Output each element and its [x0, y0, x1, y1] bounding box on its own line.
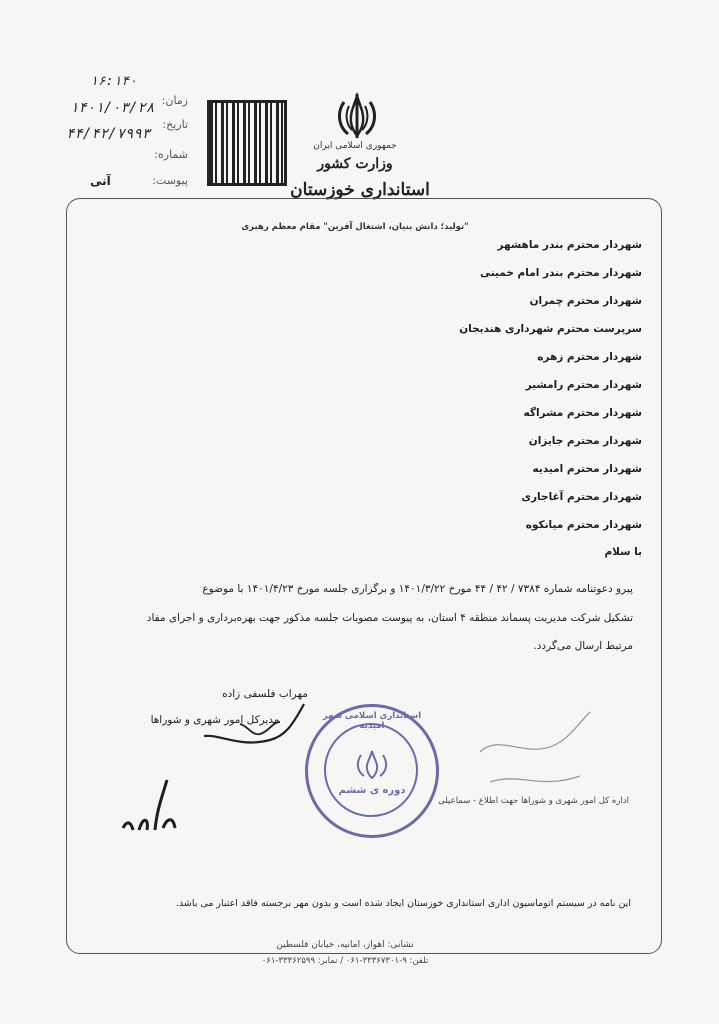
time-label: زمان:: [161, 94, 188, 107]
initials-mark: [115, 770, 185, 840]
signatory-title: مدیرکل امور شهری و شوراها: [150, 714, 280, 726]
recipient-2: شهردار محترم بندر امام خمینی: [480, 267, 642, 279]
recipient-8: شهردار محترم جایزان: [528, 435, 642, 447]
motto: "تولید؛ دانش بنیان، اشتغال آفرین" مقام معظم رهبری: [241, 222, 469, 232]
signature-mark: [200, 696, 310, 766]
date-value: ۱۴۰۱/۰۳/۲۸: [70, 100, 155, 116]
recipient-9: شهردار محترم امیدیه: [532, 463, 642, 475]
body-line-3: مرتبط ارسال می‌گردد.: [533, 640, 633, 652]
recipient-3: شهردار محترم چمران: [529, 295, 642, 307]
footer-note: این نامه در سیستم اتوماسیون اداری استانداری خوزستان ایجاد شده است و بدون مهر برجسته فاقد اعتبار می باشد.: [175, 898, 631, 909]
qr-code: [207, 100, 287, 186]
stamp-center-text: دوره ی ششم: [338, 785, 406, 796]
number-value: ۴۴/۴۲/۷۹۹۳: [66, 126, 151, 142]
recipient-4: سرپرست محترم شهرداری هندیجان: [459, 323, 642, 335]
attachment-value: آنی: [90, 174, 111, 188]
recipient-6: شهردار محترم رامشیر: [525, 379, 642, 391]
stamp-emblem-icon: [354, 749, 390, 779]
time-value: ۱۶:۱۴۰: [90, 74, 137, 89]
recipient-5: شهردار محترم زهره: [537, 351, 642, 363]
recipient-7: شهردار محترم مشراگه: [523, 407, 642, 419]
body-line-2: تشکیل شرکت مدیریت پسماند منطقه ۴ استان، به پیوست مصوبات جلسه مذکور جهت بهره‌برداری و اجرای مفاد: [146, 612, 633, 624]
body-line-1: پیرو دعوتنامه شماره ۷۳۸۴ / ۴۲ / ۴۴ مورخ ۱۴۰۱/۳/۲۲ و برگزاری جلسه مورخ ۱۴۰۱/۴/۲۳ با موضوع: [202, 583, 633, 595]
faint-signature: [470, 692, 600, 802]
ministry-name: وزارت کشور: [317, 156, 393, 172]
emblem-caption: جمهوری اسلامی ایران: [313, 141, 397, 151]
office-name: استانداری خوزستان: [290, 180, 430, 200]
address: نشانی: اهواز، امانیه، خیابان فلسطین: [276, 940, 414, 950]
recipient-11: شهردار محترم میانکوه: [525, 519, 642, 531]
cc-note: اداره کل امور شهری و شوراها جهت اطلاع - سماعیلی: [438, 796, 629, 806]
attachment-label: پیوست:: [152, 174, 188, 187]
number-label: شماره:: [154, 148, 188, 161]
stamp-ring-text: استانداری اسلامی شهر امیدیه: [322, 711, 422, 731]
official-stamp: [305, 704, 439, 838]
greeting: با سلام: [604, 546, 642, 558]
recipient-1: شهردار محترم بندر ماهشهر: [497, 239, 642, 251]
phones: تلفن: ۹-۳۳۳۶۷۳۰۱-۰۶۱ / نمابر: ۳۳۳۶۲۵۹۹-۰۶۱: [261, 956, 429, 966]
signatory-name: مهراب فلسفی زاده: [222, 688, 308, 700]
iran-emblem-icon: [332, 92, 382, 140]
date-label: تاریخ:: [162, 118, 188, 131]
recipient-10: شهردار محترم آغاجاری: [521, 491, 642, 503]
letter-frame: [66, 198, 662, 954]
